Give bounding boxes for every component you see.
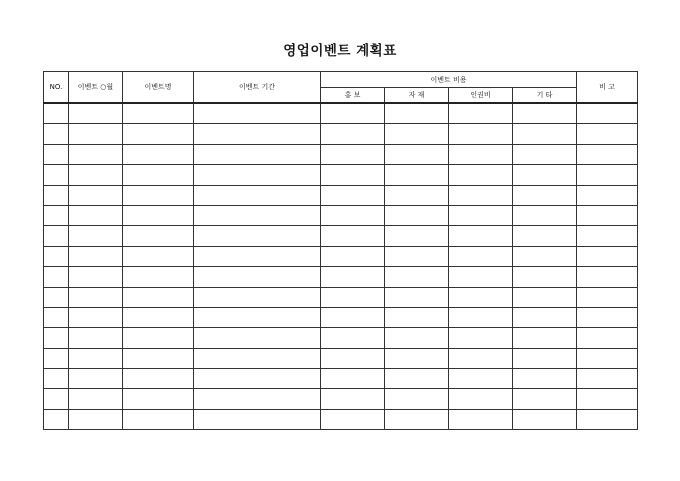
- cell-remarks: [577, 205, 638, 225]
- table-row: [44, 389, 638, 409]
- cell-cost-labor: [449, 348, 513, 368]
- cell-no: [44, 389, 69, 409]
- cell-cost-labor: [449, 205, 513, 225]
- cell-event-period: [194, 267, 321, 287]
- cell-cost-other: [513, 267, 577, 287]
- cell-cost-materials: [385, 205, 449, 225]
- cell-remarks: [577, 103, 638, 124]
- cell-cost-promotion: [321, 124, 385, 144]
- cell-cost-labor: [449, 226, 513, 246]
- cell-cost-other: [513, 226, 577, 246]
- table-row: [44, 409, 638, 429]
- cell-remarks: [577, 267, 638, 287]
- cell-cost-materials: [385, 348, 449, 368]
- cell-cost-labor: [449, 409, 513, 429]
- cell-event-name: [123, 267, 194, 287]
- cell-no: [44, 409, 69, 429]
- cell-event-name: [123, 185, 194, 205]
- cell-event-period: [194, 409, 321, 429]
- cell-cost-labor: [449, 165, 513, 185]
- cell-remarks: [577, 144, 638, 164]
- cell-cost-labor: [449, 267, 513, 287]
- cell-event-name: [123, 307, 194, 327]
- table-row: [44, 328, 638, 348]
- cell-cost-materials: [385, 226, 449, 246]
- cell-event-name: [123, 226, 194, 246]
- cell-event-name: [123, 124, 194, 144]
- cell-cost-materials: [385, 369, 449, 389]
- header-event-name: 이벤트명: [123, 72, 194, 104]
- cell-cost-other: [513, 389, 577, 409]
- cell-cost-other: [513, 328, 577, 348]
- cell-cost-other: [513, 369, 577, 389]
- cell-cost-materials: [385, 389, 449, 409]
- cell-event-name: [123, 328, 194, 348]
- cell-cost-materials: [385, 307, 449, 327]
- cell-remarks: [577, 185, 638, 205]
- cell-event-period: [194, 103, 321, 124]
- cell-event-name: [123, 144, 194, 164]
- cell-event-month: [69, 165, 123, 185]
- cell-cost-materials: [385, 267, 449, 287]
- cell-cost-promotion: [321, 205, 385, 225]
- cell-event-name: [123, 246, 194, 266]
- cell-cost-labor: [449, 103, 513, 124]
- header-cost-labor: 인권비: [449, 88, 513, 104]
- header-remarks: 비 고: [577, 72, 638, 104]
- cell-cost-labor: [449, 369, 513, 389]
- cell-event-month: [69, 369, 123, 389]
- cell-event-name: [123, 348, 194, 368]
- cell-no: [44, 267, 69, 287]
- cell-cost-labor: [449, 185, 513, 205]
- table-row: [44, 369, 638, 389]
- header-event-period: 이벤트 기간: [194, 72, 321, 104]
- cell-event-period: [194, 328, 321, 348]
- table-row: [44, 348, 638, 368]
- cell-cost-labor: [449, 389, 513, 409]
- cell-event-month: [69, 409, 123, 429]
- cell-cost-other: [513, 246, 577, 266]
- table-row: [44, 226, 638, 246]
- cell-remarks: [577, 246, 638, 266]
- cell-cost-labor: [449, 287, 513, 307]
- cell-event-month: [69, 348, 123, 368]
- table-row: [44, 165, 638, 185]
- cell-cost-promotion: [321, 226, 385, 246]
- cell-event-period: [194, 389, 321, 409]
- cell-remarks: [577, 124, 638, 144]
- cell-cost-materials: [385, 409, 449, 429]
- cell-remarks: [577, 287, 638, 307]
- cell-no: [44, 307, 69, 327]
- cell-no: [44, 348, 69, 368]
- cell-event-name: [123, 369, 194, 389]
- cell-no: [44, 287, 69, 307]
- cell-event-period: [194, 144, 321, 164]
- cell-no: [44, 369, 69, 389]
- cell-event-name: [123, 389, 194, 409]
- cell-cost-promotion: [321, 369, 385, 389]
- event-plan-table: [43, 71, 638, 430]
- cell-event-name: [123, 205, 194, 225]
- cell-no: [44, 205, 69, 225]
- cell-event-period: [194, 307, 321, 327]
- cell-remarks: [577, 307, 638, 327]
- cell-cost-promotion: [321, 144, 385, 164]
- table-row: [44, 307, 638, 327]
- cell-cost-promotion: [321, 246, 385, 266]
- cell-event-month: [69, 267, 123, 287]
- cell-cost-promotion: [321, 165, 385, 185]
- cell-cost-promotion: [321, 348, 385, 368]
- cell-event-name: [123, 165, 194, 185]
- table-row: [44, 267, 638, 287]
- cell-no: [44, 165, 69, 185]
- cell-event-month: [69, 124, 123, 144]
- cell-cost-materials: [385, 246, 449, 266]
- cell-remarks: [577, 348, 638, 368]
- cell-cost-labor: [449, 124, 513, 144]
- cell-cost-promotion: [321, 328, 385, 348]
- cell-cost-other: [513, 165, 577, 185]
- cell-remarks: [577, 165, 638, 185]
- cell-event-month: [69, 205, 123, 225]
- cell-event-month: [69, 226, 123, 246]
- cell-no: [44, 328, 69, 348]
- cell-remarks: [577, 226, 638, 246]
- table-row: [44, 103, 638, 124]
- cell-event-month: [69, 103, 123, 124]
- cell-cost-labor: [449, 144, 513, 164]
- cell-event-period: [194, 124, 321, 144]
- cell-cost-promotion: [321, 307, 385, 327]
- cell-event-month: [69, 185, 123, 205]
- cell-event-period: [194, 185, 321, 205]
- cell-cost-other: [513, 409, 577, 429]
- cell-cost-other: [513, 124, 577, 144]
- cell-event-month: [69, 144, 123, 164]
- cell-event-period: [194, 165, 321, 185]
- cell-event-month: [69, 389, 123, 409]
- cell-cost-labor: [449, 328, 513, 348]
- cell-event-month: [69, 287, 123, 307]
- header-cost-promotion: 홍 보: [321, 88, 385, 104]
- document-title: 영업이벤트 계획표: [283, 43, 397, 59]
- cell-cost-other: [513, 205, 577, 225]
- table-row: [44, 185, 638, 205]
- cell-remarks: [577, 369, 638, 389]
- cell-cost-materials: [385, 144, 449, 164]
- cell-event-period: [194, 226, 321, 246]
- cell-cost-materials: [385, 124, 449, 144]
- table-row: [44, 287, 638, 307]
- cell-cost-promotion: [321, 287, 385, 307]
- cell-cost-other: [513, 185, 577, 205]
- cell-no: [44, 103, 69, 124]
- cell-cost-promotion: [321, 103, 385, 124]
- header-cost-other: 기 타: [513, 88, 577, 104]
- cell-cost-other: [513, 144, 577, 164]
- cell-event-period: [194, 287, 321, 307]
- cell-event-period: [194, 246, 321, 266]
- cell-no: [44, 124, 69, 144]
- header-cost-materials: 자 재: [385, 88, 449, 104]
- cell-cost-labor: [449, 307, 513, 327]
- cell-no: [44, 226, 69, 246]
- cell-cost-labor: [449, 246, 513, 266]
- cell-event-name: [123, 103, 194, 124]
- cell-cost-materials: [385, 165, 449, 185]
- cell-event-period: [194, 369, 321, 389]
- cell-cost-other: [513, 307, 577, 327]
- table-row: [44, 205, 638, 225]
- header-event-month: 이벤트 ○월: [69, 72, 123, 104]
- table-body: [44, 103, 638, 430]
- cell-cost-promotion: [321, 267, 385, 287]
- table-row: [44, 246, 638, 266]
- cell-cost-promotion: [321, 409, 385, 429]
- cell-cost-materials: [385, 103, 449, 124]
- cell-event-month: [69, 307, 123, 327]
- header-no: NO.: [44, 72, 69, 104]
- cell-event-name: [123, 287, 194, 307]
- cell-no: [44, 246, 69, 266]
- cell-event-period: [194, 205, 321, 225]
- cell-remarks: [577, 328, 638, 348]
- cell-cost-materials: [385, 328, 449, 348]
- table-row: [44, 144, 638, 164]
- cell-event-month: [69, 246, 123, 266]
- table-row: [44, 124, 638, 144]
- cell-cost-promotion: [321, 389, 385, 409]
- cell-event-month: [69, 328, 123, 348]
- cell-remarks: [577, 409, 638, 429]
- cell-cost-other: [513, 348, 577, 368]
- header-event-cost: 이벤트 비용: [321, 72, 577, 88]
- cell-event-period: [194, 348, 321, 368]
- cell-cost-promotion: [321, 185, 385, 205]
- cell-cost-materials: [385, 185, 449, 205]
- cell-no: [44, 185, 69, 205]
- cell-remarks: [577, 389, 638, 409]
- cell-cost-other: [513, 103, 577, 124]
- cell-cost-materials: [385, 287, 449, 307]
- cell-no: [44, 144, 69, 164]
- cell-event-name: [123, 409, 194, 429]
- cell-cost-other: [513, 287, 577, 307]
